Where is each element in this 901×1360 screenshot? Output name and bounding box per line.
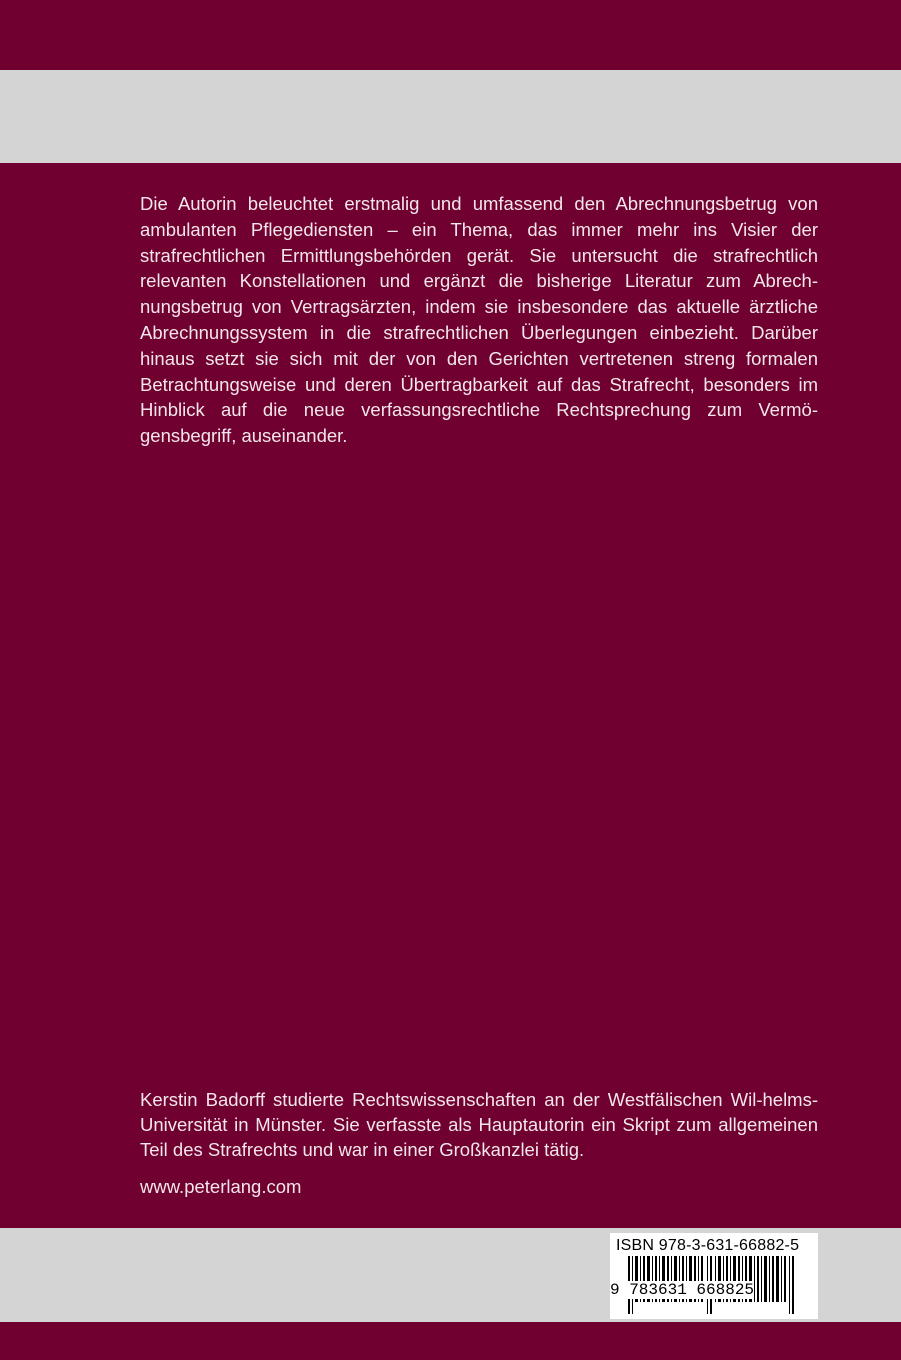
isbn-barcode-box (610, 1233, 818, 1319)
barcode-digits-text: 9 783631 668825 (610, 1281, 755, 1299)
top-gray-band (0, 70, 901, 163)
book-blurb: Die Autorin beleuchtet erstmalig und umfassend den Abrechnungsbetrug von ambulanten Pflegediensten – ein Thema, das immer mehr ins Visier der strafrechtlichen Ermittlungsbehörden gerät. Sie untersucht die strafrechtlich relevanten Konstellationen und ergänzt die bisherige Literatur zum Abrech-nungsbetrug von Vertragsärzten, indem sie insbesondere das aktuelle ärztliche Abrechnungssystem in die strafrechtlichen Überlegungen einbezieht. Darüber hinaus setzt sie sich mit der von den Gerichten vertretenen streng formalen Betrachtungsweise und deren Übertragbarkeit auf das Strafrecht, besonders im Hinblick auf die neue verfassungsrechtliche Rechtsprechung zum Vermö-gensbegriff, auseinander. (140, 193, 818, 447)
barcode-digits (610, 1281, 818, 1299)
publisher-website: www.peterlang.com (140, 1176, 302, 1197)
author-bio: Kerstin Badorff studierte Rechtswissenschaften an der Westfälischen Wil-helms-Universität in Münster. Sie verfasste als Hauptautorin ein Skript zum allgemeinen Teil des Strafrechts und war in einer Großkanzlei tätig. (140, 1089, 818, 1160)
isbn-label: ISBN 978-3-631-66882-5 (616, 1237, 800, 1254)
